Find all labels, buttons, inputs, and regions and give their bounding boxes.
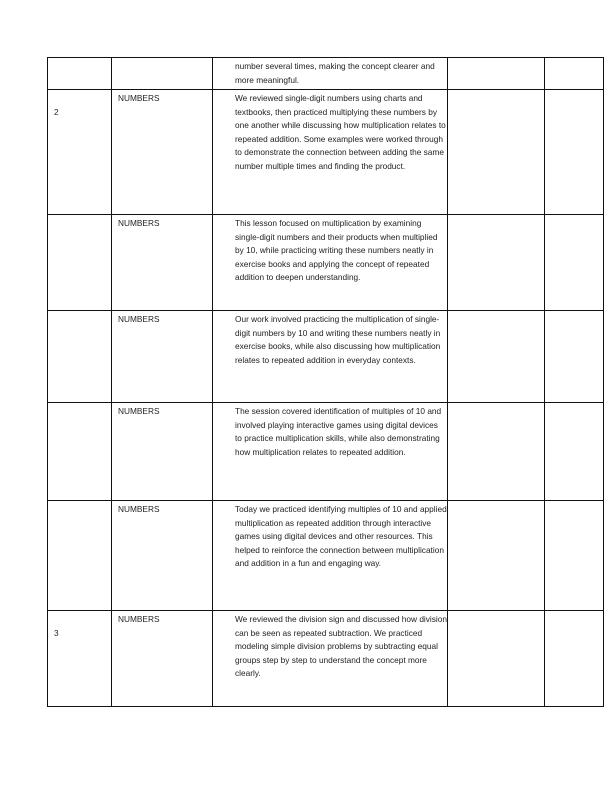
strand-cell: NUMBERS bbox=[112, 215, 213, 311]
strand-cell: NUMBERS bbox=[112, 403, 213, 501]
table-row bbox=[48, 90, 604, 215]
empty-cell bbox=[448, 501, 545, 611]
lesson-description-cell: This lesson focused on multiplication by examining single-digit numbers and their products when multiplied by 10, while practicing writing these numbers neatly in exercise books and applying the concept of repeated addition to deepen understanding. bbox=[213, 215, 448, 311]
empty-cell bbox=[545, 58, 604, 90]
table-row bbox=[48, 58, 604, 90]
week-cell bbox=[48, 501, 112, 611]
lesson-description-cell: number several times, making the concept clearer and more meaningful. bbox=[213, 58, 448, 90]
empty-cell bbox=[545, 90, 604, 215]
lesson-description-cell: Our work involved practicing the multiplication of single-digit numbers by 10 and writing these numbers neatly in exercise books, while also discussing how multiplication relates to repeated addition in everyday contexts. bbox=[213, 311, 448, 403]
empty-cell bbox=[545, 611, 604, 707]
week-cell bbox=[48, 58, 112, 90]
table-row bbox=[48, 611, 604, 707]
empty-cell bbox=[545, 403, 604, 501]
week-number: 2 bbox=[54, 107, 59, 117]
week-cell bbox=[48, 215, 112, 311]
strand-cell bbox=[112, 58, 213, 90]
empty-cell bbox=[448, 90, 545, 215]
week-cell bbox=[48, 611, 112, 707]
strand-cell: NUMBERS bbox=[112, 501, 213, 611]
strand-cell: NUMBERS bbox=[112, 311, 213, 403]
empty-cell bbox=[448, 403, 545, 501]
empty-cell bbox=[448, 311, 545, 403]
table-row bbox=[48, 501, 604, 611]
table-row bbox=[48, 403, 604, 501]
empty-cell bbox=[448, 215, 545, 311]
lesson-table bbox=[47, 57, 604, 707]
week-cell bbox=[48, 90, 112, 215]
empty-cell bbox=[448, 611, 545, 707]
empty-cell bbox=[545, 311, 604, 403]
week-number: 3 bbox=[54, 628, 59, 638]
empty-cell bbox=[545, 215, 604, 311]
lesson-description-cell: We reviewed single-digit numbers using charts and textbooks, then practiced multiplying these numbers by one another while discussing how multiplication relates to repeated addition. Some examples were worked through to demonstrate the connection between adding the same number multiple times and finding the product. bbox=[213, 90, 448, 215]
lesson-description-cell: Today we practiced identifying multiples of 10 and applied multiplication as repeated addition through interactive games using digital devices and other resources. This helped to reinforce the connection between multiplication and addition in a fun and engaging way. bbox=[213, 501, 448, 611]
strand-cell: NUMBERS bbox=[112, 90, 213, 215]
lesson-description-cell: We reviewed the division sign and discussed how division can be seen as repeated subtraction. We practiced modeling simple division problems by subtracting equal groups step by step to understand the concept more clearly. bbox=[213, 611, 448, 707]
week-cell bbox=[48, 403, 112, 501]
empty-cell bbox=[545, 501, 604, 611]
lesson-description-cell: The session covered identification of multiples of 10 and involved playing interactive games using digital devices to practice multiplication skills, while also demonstrating how multiplication relates to repeated addition. bbox=[213, 403, 448, 501]
table-row bbox=[48, 311, 604, 403]
week-cell bbox=[48, 311, 112, 403]
strand-cell: NUMBERS bbox=[112, 611, 213, 707]
empty-cell bbox=[448, 58, 545, 90]
table-row bbox=[48, 215, 604, 311]
